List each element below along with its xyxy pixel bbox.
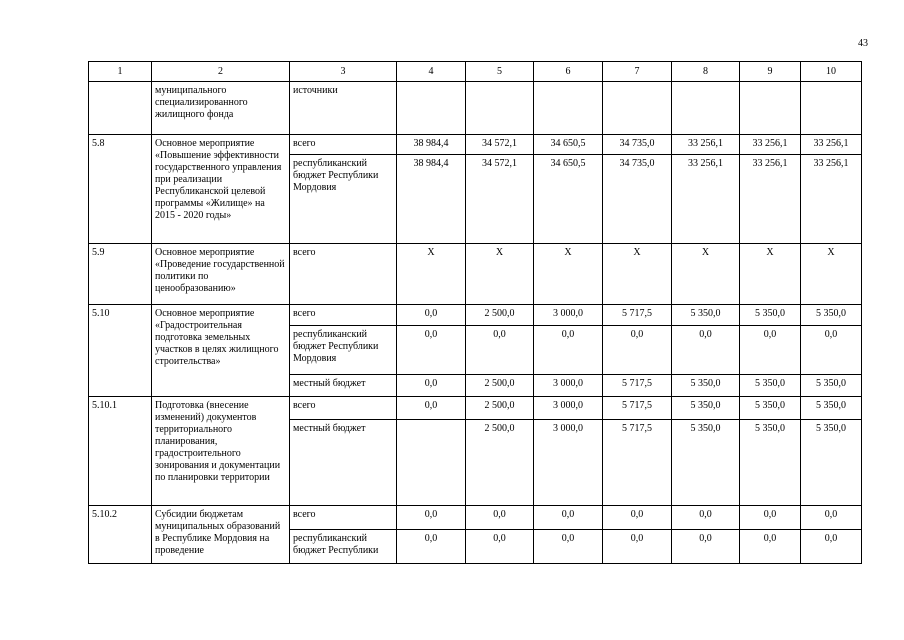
value-cell: 33 256,1 [740, 135, 801, 155]
value-cell: 0,0 [740, 326, 801, 375]
value-cell: 33 256,1 [801, 135, 862, 155]
value-cell: Х [801, 244, 862, 305]
value-cell: 5 350,0 [672, 397, 740, 420]
page-number: 43 [858, 38, 868, 49]
value-cell: 0,0 [801, 326, 862, 375]
value-cell: 34 735,0 [603, 155, 672, 244]
header-col-6: 6 [534, 62, 603, 82]
value-cell: 0,0 [466, 326, 534, 375]
value-cell: 34 735,0 [603, 135, 672, 155]
row-code [89, 82, 152, 135]
table-row [89, 135, 862, 155]
value-cell: 3 000,0 [534, 305, 603, 326]
value-cell: 3 000,0 [534, 375, 603, 397]
value-cell: 5 350,0 [740, 375, 801, 397]
row-source: всего [290, 244, 397, 305]
value-cell [672, 82, 740, 135]
row-code: 5.10.2 [89, 506, 152, 564]
table-row [89, 82, 862, 135]
value-cell: 0,0 [603, 326, 672, 375]
value-cell: 0,0 [534, 326, 603, 375]
value-cell [466, 82, 534, 135]
value-cell: 3 000,0 [534, 420, 603, 506]
row-code: 5.9 [89, 244, 152, 305]
value-cell: Х [397, 244, 466, 305]
row-source: республиканский бюджет Республики [290, 530, 397, 564]
value-cell: 5 350,0 [801, 420, 862, 506]
value-cell: 0,0 [801, 506, 862, 530]
value-cell [397, 420, 466, 506]
row-name: Основное мероприятие «Проведение государственной политики по ценообразованию» [152, 244, 290, 305]
value-cell: 5 350,0 [672, 305, 740, 326]
row-source: местный бюджет [290, 420, 397, 506]
value-cell: 5 350,0 [672, 420, 740, 506]
row-name: муниципального специализированного жилищного фонда [152, 82, 290, 135]
value-cell: 34 650,5 [534, 135, 603, 155]
value-cell: 2 500,0 [466, 375, 534, 397]
value-cell: 5 350,0 [801, 375, 862, 397]
value-cell: 2 500,0 [466, 305, 534, 326]
header-col-10: 10 [801, 62, 862, 82]
value-cell: 5 717,5 [603, 420, 672, 506]
value-cell [801, 82, 862, 135]
value-cell: 34 650,5 [534, 155, 603, 244]
value-cell: 34 572,1 [466, 155, 534, 244]
row-code: 5.10.1 [89, 397, 152, 506]
row-source: всего [290, 397, 397, 420]
row-source: республиканский бюджет Республики Мордовия [290, 326, 397, 375]
value-cell: Х [603, 244, 672, 305]
value-cell: 38 984,4 [397, 135, 466, 155]
table-row [89, 506, 862, 530]
value-cell: 0,0 [534, 530, 603, 564]
row-source: всего [290, 135, 397, 155]
value-cell: 33 256,1 [801, 155, 862, 244]
value-cell: Х [740, 244, 801, 305]
program-funding-table [88, 61, 862, 564]
value-cell: 0,0 [672, 326, 740, 375]
value-cell: 5 350,0 [672, 375, 740, 397]
value-cell: 33 256,1 [672, 135, 740, 155]
row-name: Основное мероприятие «Повышение эффективности государственного управления при реализации Республиканской целевой программы «Жилище» на 2015 - 2020 годы» [152, 135, 290, 244]
value-cell: 3 000,0 [534, 397, 603, 420]
value-cell: 33 256,1 [672, 155, 740, 244]
value-cell: 0,0 [672, 530, 740, 564]
row-name: Основное мероприятие «Градостроительная подготовка земельных участков в целях жилищного строительства» [152, 305, 290, 397]
row-source: всего [290, 305, 397, 326]
value-cell: 0,0 [672, 506, 740, 530]
value-cell: 33 256,1 [740, 155, 801, 244]
value-cell: 5 717,5 [603, 375, 672, 397]
value-cell: 2 500,0 [466, 397, 534, 420]
header-col-7: 7 [603, 62, 672, 82]
value-cell: 0,0 [397, 506, 466, 530]
value-cell: Х [466, 244, 534, 305]
header-col-1: 1 [89, 62, 152, 82]
header-col-8: 8 [672, 62, 740, 82]
table-row [89, 305, 862, 326]
row-source: республиканский бюджет Республики Мордовия [290, 155, 397, 244]
value-cell: 5 350,0 [740, 305, 801, 326]
value-cell: Х [672, 244, 740, 305]
header-col-9: 9 [740, 62, 801, 82]
header-col-2: 2 [152, 62, 290, 82]
header-col-4: 4 [397, 62, 466, 82]
value-cell: 0,0 [740, 530, 801, 564]
value-cell: 0,0 [740, 506, 801, 530]
value-cell: 0,0 [397, 530, 466, 564]
header-col-3: 3 [290, 62, 397, 82]
value-cell: 0,0 [466, 530, 534, 564]
value-cell [603, 82, 672, 135]
value-cell: 34 572,1 [466, 135, 534, 155]
value-cell: 0,0 [397, 305, 466, 326]
value-cell [534, 82, 603, 135]
value-cell: 5 350,0 [801, 397, 862, 420]
value-cell: 0,0 [534, 506, 603, 530]
value-cell: 0,0 [603, 506, 672, 530]
table-header-row [89, 62, 862, 82]
value-cell [397, 82, 466, 135]
value-cell: 0,0 [397, 326, 466, 375]
value-cell: 5 350,0 [740, 420, 801, 506]
value-cell: 38 984,4 [397, 155, 466, 244]
value-cell: 0,0 [397, 375, 466, 397]
table-row [89, 397, 862, 420]
header-col-5: 5 [466, 62, 534, 82]
value-cell: 0,0 [801, 530, 862, 564]
value-cell: 2 500,0 [466, 420, 534, 506]
row-code: 5.8 [89, 135, 152, 244]
value-cell: 5 350,0 [801, 305, 862, 326]
row-name: Подготовка (внесение изменений) документов территориального планирования, градостроительного зонирования и документации по планировки территории [152, 397, 290, 506]
row-source: всего [290, 506, 397, 530]
value-cell: 0,0 [466, 506, 534, 530]
value-cell: 5 717,5 [603, 397, 672, 420]
table-row [89, 244, 862, 305]
row-source: местный бюджет [290, 375, 397, 397]
row-source: источники [290, 82, 397, 135]
value-cell: 0,0 [603, 530, 672, 564]
value-cell: Х [534, 244, 603, 305]
value-cell: 0,0 [397, 397, 466, 420]
value-cell: 5 717,5 [603, 305, 672, 326]
row-code: 5.10 [89, 305, 152, 397]
value-cell [740, 82, 801, 135]
value-cell: 5 350,0 [740, 397, 801, 420]
row-name: Субсидии бюджетам муниципальных образований в Республике Мордовия на проведение [152, 506, 290, 564]
